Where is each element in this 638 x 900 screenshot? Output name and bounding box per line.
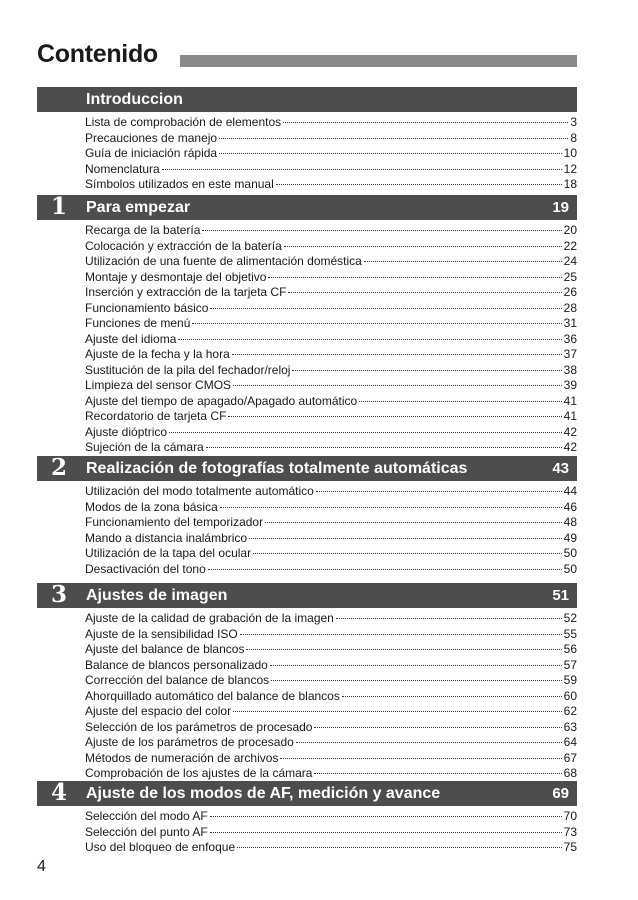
dot-leader bbox=[316, 491, 562, 492]
toc-entry[interactable] bbox=[85, 223, 577, 239]
toc-section bbox=[37, 456, 577, 577]
entry-page-number: 46 bbox=[563, 499, 577, 514]
toc-entry[interactable] bbox=[85, 363, 577, 379]
dot-leader bbox=[276, 184, 562, 185]
entry-label: Modos de la zona básica bbox=[85, 499, 218, 514]
toc-entry[interactable] bbox=[85, 689, 577, 705]
entry-page-number: 62 bbox=[563, 704, 577, 718]
toc-entry[interactable] bbox=[85, 658, 577, 674]
entry-page-number: 60 bbox=[563, 688, 577, 703]
entry-label: Ajuste del balance de blancos bbox=[85, 642, 245, 656]
section-title: Para empezar bbox=[86, 199, 191, 216]
toc-entry[interactable] bbox=[85, 301, 577, 317]
dot-leader bbox=[240, 634, 562, 635]
dot-leader bbox=[228, 416, 561, 417]
toc-entry[interactable] bbox=[85, 347, 577, 363]
toc-entry[interactable] bbox=[85, 285, 577, 301]
entry-page-number: 28 bbox=[563, 300, 577, 315]
entry-page-number: 55 bbox=[563, 626, 577, 641]
entry-page-number: 73 bbox=[563, 824, 577, 839]
section-title: Ajustes de imagen bbox=[86, 587, 228, 604]
entry-page-number: 42 bbox=[563, 424, 577, 439]
entry-page-number: 38 bbox=[563, 362, 577, 377]
entry-label: Desactivación del tono bbox=[85, 561, 206, 576]
entry-page-number: 70 bbox=[563, 809, 577, 823]
section-page-number: 43 bbox=[552, 460, 569, 477]
toc-entry[interactable] bbox=[85, 146, 577, 162]
section-title: Ajuste de los modos de AF, medición y avance bbox=[86, 785, 441, 802]
section-number: 1 bbox=[51, 193, 68, 220]
entry-page-number: 52 bbox=[563, 611, 577, 625]
entry-list bbox=[37, 481, 577, 577]
entry-label: Colocación y extracción de la batería bbox=[85, 238, 282, 253]
dot-leader bbox=[178, 339, 561, 340]
entry-page-number: 37 bbox=[563, 347, 577, 361]
entry-label: Utilización de la tapa del ocular bbox=[85, 546, 252, 560]
toc-section bbox=[37, 87, 577, 193]
dot-leader bbox=[342, 696, 562, 697]
page-number: 4 bbox=[37, 858, 46, 875]
dot-leader bbox=[359, 401, 561, 402]
toc-entry[interactable] bbox=[85, 531, 577, 547]
toc-section bbox=[37, 583, 577, 782]
entry-list bbox=[37, 608, 577, 782]
toc-entry[interactable] bbox=[85, 611, 577, 627]
toc-entry[interactable] bbox=[85, 409, 577, 425]
entry-label: Inserción y extracción de la tarjeta CF bbox=[85, 285, 287, 299]
entry-page-number: 12 bbox=[563, 161, 577, 176]
section-number: 4 bbox=[51, 779, 68, 806]
toc-entry[interactable] bbox=[85, 425, 577, 441]
entry-label: Métodos de numeración de archivos bbox=[85, 750, 279, 765]
entry-label: Funcionamiento básico bbox=[85, 300, 209, 315]
toc-entry[interactable] bbox=[85, 500, 577, 516]
dot-leader bbox=[246, 649, 561, 650]
toc-entry[interactable] bbox=[85, 704, 577, 720]
dot-leader bbox=[296, 742, 562, 743]
dot-leader bbox=[314, 727, 561, 728]
entry-label: Ajuste de la sensibilidad ISO bbox=[85, 626, 238, 641]
entry-page-number: 8 bbox=[570, 130, 577, 145]
toc-entry[interactable] bbox=[85, 270, 577, 286]
section-title: Introduccion bbox=[86, 91, 183, 108]
entry-label: Utilización de una fuente de alimentación doméstica bbox=[85, 254, 362, 268]
entry-page-number: 20 bbox=[563, 223, 577, 237]
entry-label: Recarga de la batería bbox=[85, 223, 201, 237]
page-title: Contenido bbox=[37, 40, 158, 68]
toc-entry[interactable] bbox=[85, 115, 577, 131]
toc-entry[interactable] bbox=[85, 642, 577, 658]
dot-leader bbox=[219, 153, 562, 154]
entry-label: Uso del bloqueo de enfoque bbox=[85, 840, 236, 854]
toc-entry[interactable] bbox=[85, 440, 577, 456]
entry-page-number: 10 bbox=[563, 146, 577, 160]
entry-page-number: 50 bbox=[563, 561, 577, 576]
entry-page-number: 41 bbox=[563, 393, 577, 408]
entry-page-number: 41 bbox=[563, 409, 577, 423]
section-header[interactable] bbox=[37, 456, 577, 481]
entry-label: Ajuste de la fecha y la hora bbox=[85, 347, 230, 361]
entry-page-number: 44 bbox=[563, 484, 577, 498]
dot-leader bbox=[270, 665, 562, 666]
entry-label: Selección de los parámetros de procesado bbox=[85, 719, 313, 734]
entry-page-number: 67 bbox=[563, 750, 577, 765]
toc-entry[interactable] bbox=[85, 131, 577, 147]
toc-entry[interactable] bbox=[85, 673, 577, 689]
toc-entry[interactable] bbox=[85, 332, 577, 348]
section-number: 3 bbox=[51, 581, 68, 608]
entry-label: Ahorquillado automático del balance de blancos bbox=[85, 688, 340, 703]
entry-list bbox=[37, 806, 577, 856]
section-page-number: 69 bbox=[552, 785, 569, 802]
dot-leader bbox=[284, 246, 562, 247]
toc-entry[interactable] bbox=[85, 766, 577, 782]
dot-leader bbox=[169, 432, 562, 433]
toc-entry[interactable] bbox=[85, 239, 577, 255]
toc-entry[interactable] bbox=[85, 378, 577, 394]
entry-label: Ajuste del idioma bbox=[85, 331, 177, 346]
dot-leader bbox=[162, 169, 562, 170]
dot-leader bbox=[271, 680, 562, 681]
entry-label: Ajuste del espacio del color bbox=[85, 704, 232, 718]
entry-label: Lista de comprobación de elementos bbox=[85, 115, 282, 129]
section-number: 2 bbox=[51, 454, 68, 481]
entry-label: Sustitución de la pila del fechador/reloj bbox=[85, 362, 291, 377]
entry-label: Símbolos utilizados en este manual bbox=[85, 177, 274, 191]
toc-entry[interactable] bbox=[85, 751, 577, 767]
toc-entry[interactable] bbox=[85, 562, 577, 578]
entry-page-number: 3 bbox=[570, 115, 577, 129]
entry-label: Ajuste de los parámetros de procesado bbox=[85, 735, 294, 749]
toc-section bbox=[37, 195, 577, 456]
dot-leader bbox=[336, 618, 562, 619]
entry-page-number: 26 bbox=[563, 285, 577, 299]
entry-page-number: 75 bbox=[563, 840, 577, 854]
entry-page-number: 48 bbox=[563, 515, 577, 529]
entry-page-number: 39 bbox=[563, 378, 577, 392]
entry-label: Limpieza del sensor CMOS bbox=[85, 378, 232, 392]
entry-label: Sujeción de la cámara bbox=[85, 440, 204, 454]
toc-entry[interactable] bbox=[85, 162, 577, 178]
entry-label: Utilización del modo totalmente automático bbox=[85, 484, 314, 498]
toc-entry[interactable] bbox=[85, 177, 577, 193]
dot-leader bbox=[364, 261, 562, 262]
dot-leader bbox=[206, 447, 562, 448]
entry-label: Comprobación de los ajustes de la cámara bbox=[85, 766, 313, 780]
entry-label: Ajuste de la calidad de grabación de la imagen bbox=[85, 611, 334, 625]
section-page-number: 51 bbox=[552, 587, 569, 604]
entry-label: Recordatorio de tarjeta CF bbox=[85, 409, 227, 423]
dot-leader bbox=[232, 354, 562, 355]
entry-page-number: 56 bbox=[563, 642, 577, 656]
toc-entry[interactable] bbox=[85, 735, 577, 751]
dot-leader bbox=[292, 370, 561, 371]
dot-leader bbox=[283, 122, 568, 123]
dot-leader bbox=[210, 816, 562, 817]
entry-label: Guía de iniciación rápida bbox=[85, 146, 218, 160]
entry-list bbox=[37, 112, 577, 193]
dot-leader bbox=[249, 538, 562, 539]
entry-label: Nomenclatura bbox=[85, 161, 160, 176]
section-header[interactable] bbox=[37, 583, 577, 608]
dot-leader bbox=[192, 323, 561, 324]
dot-leader bbox=[265, 522, 562, 523]
entry-page-number: 25 bbox=[563, 269, 577, 284]
dot-leader bbox=[253, 553, 562, 554]
entry-page-number: 24 bbox=[563, 254, 577, 268]
dot-leader bbox=[208, 569, 562, 570]
entry-page-number: 57 bbox=[563, 657, 577, 672]
entry-page-number: 31 bbox=[563, 316, 577, 330]
dot-leader bbox=[220, 507, 562, 508]
dot-leader bbox=[210, 308, 561, 309]
toc-entry[interactable] bbox=[85, 515, 577, 531]
toc-entry[interactable] bbox=[85, 546, 577, 562]
section-header[interactable] bbox=[37, 87, 577, 112]
dot-leader bbox=[219, 138, 568, 139]
entry-label: Precauciones de manejo bbox=[85, 130, 218, 145]
entry-label: Selección del punto AF bbox=[85, 824, 208, 839]
entry-label: Mando a distancia inalámbrico bbox=[85, 530, 248, 545]
entry-label: Funcionamiento del temporizador bbox=[85, 515, 264, 529]
section-header[interactable] bbox=[37, 781, 577, 806]
toc-entry[interactable] bbox=[85, 254, 577, 270]
dot-leader bbox=[237, 847, 562, 848]
title-rule bbox=[180, 55, 577, 67]
dot-leader bbox=[314, 773, 561, 774]
toc-entry[interactable] bbox=[85, 840, 577, 856]
entry-label: Corrección del balance de blancos bbox=[85, 673, 270, 687]
entry-page-number: 18 bbox=[563, 177, 577, 191]
entry-page-number: 49 bbox=[563, 530, 577, 545]
entry-label: Selección del modo AF bbox=[85, 809, 208, 823]
entry-page-number: 63 bbox=[563, 719, 577, 734]
entry-label: Montaje y desmontaje del objetivo bbox=[85, 269, 267, 284]
entry-page-number: 42 bbox=[563, 440, 577, 454]
entry-page-number: 50 bbox=[563, 546, 577, 560]
toc-entry[interactable] bbox=[85, 809, 577, 825]
toc-entry[interactable] bbox=[85, 627, 577, 643]
dot-leader bbox=[280, 758, 561, 759]
entry-page-number: 64 bbox=[563, 735, 577, 749]
entry-page-number: 59 bbox=[563, 673, 577, 687]
dot-leader bbox=[268, 277, 561, 278]
entry-page-number: 36 bbox=[563, 331, 577, 346]
toc-entry[interactable] bbox=[85, 720, 577, 736]
entry-label: Ajuste dióptrico bbox=[85, 424, 168, 439]
dot-leader bbox=[210, 832, 562, 833]
dot-leader bbox=[202, 230, 561, 231]
entry-page-number: 68 bbox=[563, 766, 577, 780]
section-header[interactable] bbox=[37, 195, 577, 220]
entry-label: Balance de blancos personalizado bbox=[85, 657, 268, 672]
toc-entry[interactable] bbox=[85, 316, 577, 332]
dot-leader bbox=[233, 385, 562, 386]
dot-leader bbox=[288, 292, 561, 293]
section-page-number: 19 bbox=[552, 199, 569, 216]
toc-entry[interactable] bbox=[85, 825, 577, 841]
toc-entry[interactable] bbox=[85, 484, 577, 500]
entry-label: Ajuste del tiempo de apagado/Apagado automático bbox=[85, 393, 358, 408]
toc-section bbox=[37, 781, 577, 856]
entry-label: Funciones de menú bbox=[85, 316, 191, 330]
entry-list bbox=[37, 220, 577, 456]
dot-leader bbox=[233, 711, 562, 712]
entry-page-number: 22 bbox=[563, 238, 577, 253]
section-title: Realización de fotografías totalmente automáticas bbox=[86, 460, 468, 477]
toc-entry[interactable] bbox=[85, 394, 577, 410]
